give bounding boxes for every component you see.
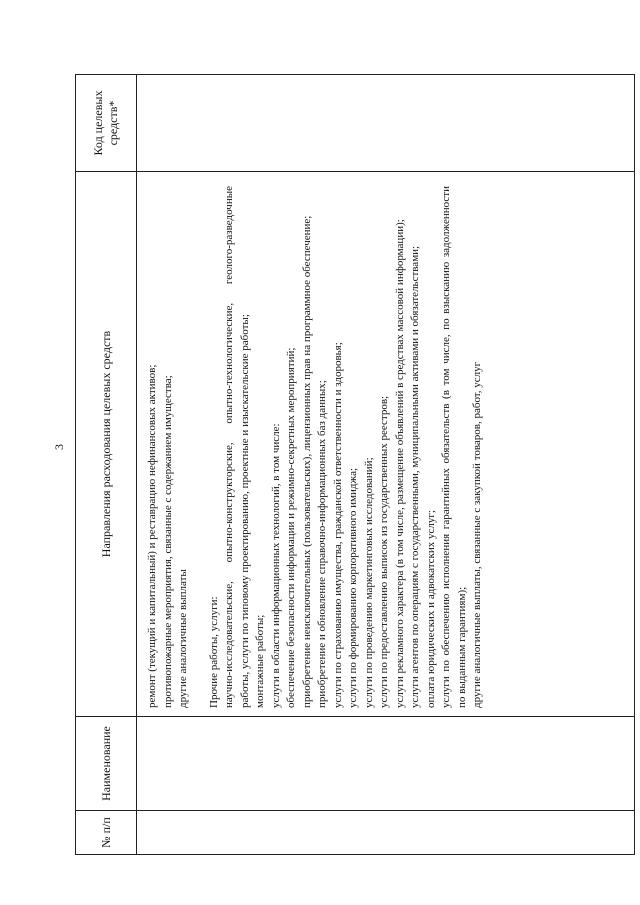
expenditure-table xyxy=(75,74,635,855)
text-word: по xyxy=(440,318,452,330)
cell-name xyxy=(137,717,635,811)
cell-num xyxy=(137,811,635,855)
text-word: том xyxy=(440,368,452,386)
text-line: приобретение неисключительных (пользовательских), лицензионных прав на программное обеспечение; xyxy=(300,215,313,708)
text-line: услуги по проведению маркетинговых исследований; xyxy=(362,457,375,708)
text-line: приобретение и обновление справочно-информационных баз данных; xyxy=(316,380,328,708)
text-word: обязательств xyxy=(440,403,452,464)
cell-directions xyxy=(137,172,635,717)
text-line: оплата юридических и адвокатских услуг; xyxy=(424,510,437,708)
text-line: услуги рекламного характера (в том числе, размещение объявлений в средствах массовой информации); xyxy=(393,219,406,708)
text-word: опытно-технологические, xyxy=(223,302,235,424)
text-word: числе, xyxy=(440,334,452,364)
text-word: геолого-разведочные xyxy=(223,186,235,285)
text-word: опытно-конструкторские, xyxy=(223,442,235,563)
other-works-label: Прочие работы, услуги: xyxy=(207,596,220,708)
text-word: по xyxy=(440,660,452,672)
text-word: научно-исследовательские, xyxy=(223,581,235,708)
text-line: услуги по страхованию имущества, гражданской ответственности и здоровья; xyxy=(331,342,344,708)
header-code: Код целевых средств* xyxy=(76,75,137,172)
rotated-document xyxy=(75,75,635,855)
text-line: услуги по предоставлению выписок из государственных реестров; xyxy=(378,395,390,708)
text-word: взысканию xyxy=(440,261,452,314)
text-line: услуги по формированию корпоративного имиджа; xyxy=(347,467,359,708)
guarantee-line xyxy=(439,186,455,708)
text-line: другие аналогичные выплаты, связанные с закупкой товаров, работ, услуг xyxy=(471,361,483,708)
group-repairs xyxy=(145,186,192,708)
table-row xyxy=(137,75,635,855)
text-word: гарантийных xyxy=(440,468,452,530)
text-line: услуги агентов по операциям с государственными, муниципальными активами и обязательствами; xyxy=(409,245,421,708)
text-line: другие аналогичные выплаты xyxy=(177,569,189,708)
directions-text xyxy=(137,172,486,716)
text-word: (в xyxy=(440,390,452,399)
rnd-line xyxy=(222,186,238,708)
text-word: услуги xyxy=(440,676,452,708)
text-line: по выданным гарантиям); xyxy=(455,586,468,708)
text-line: ремонт (текущий и капитальный) и реставрацию нефинансовых активов; xyxy=(146,364,158,708)
header-num: № п/п xyxy=(76,811,137,855)
text-line: противопожарные мероприятия, связанные с содержанием имущества; xyxy=(161,375,174,708)
header-name: Наименование xyxy=(76,717,137,811)
text-word: задолженности xyxy=(440,186,452,258)
page-number: 3 xyxy=(52,444,66,450)
text-word: обеспечению xyxy=(440,593,452,656)
cell-code xyxy=(137,75,635,172)
text-line: монтажные работы; xyxy=(254,614,266,708)
text-line: услуги в области информационных технологий, в том числе: xyxy=(269,423,282,708)
group-services xyxy=(238,186,440,708)
group-other xyxy=(455,186,486,708)
text-line: работы, услуги по типовому проектированию, проектные и изыскательские работы; xyxy=(238,314,251,708)
table-header-row xyxy=(76,75,137,855)
header-directions: Направления расходования целевых средств xyxy=(76,172,137,717)
text-line: обеспечение безопасности информации и режимно-секретных мероприятий; xyxy=(285,347,297,708)
text-word: исполнения xyxy=(440,533,452,589)
